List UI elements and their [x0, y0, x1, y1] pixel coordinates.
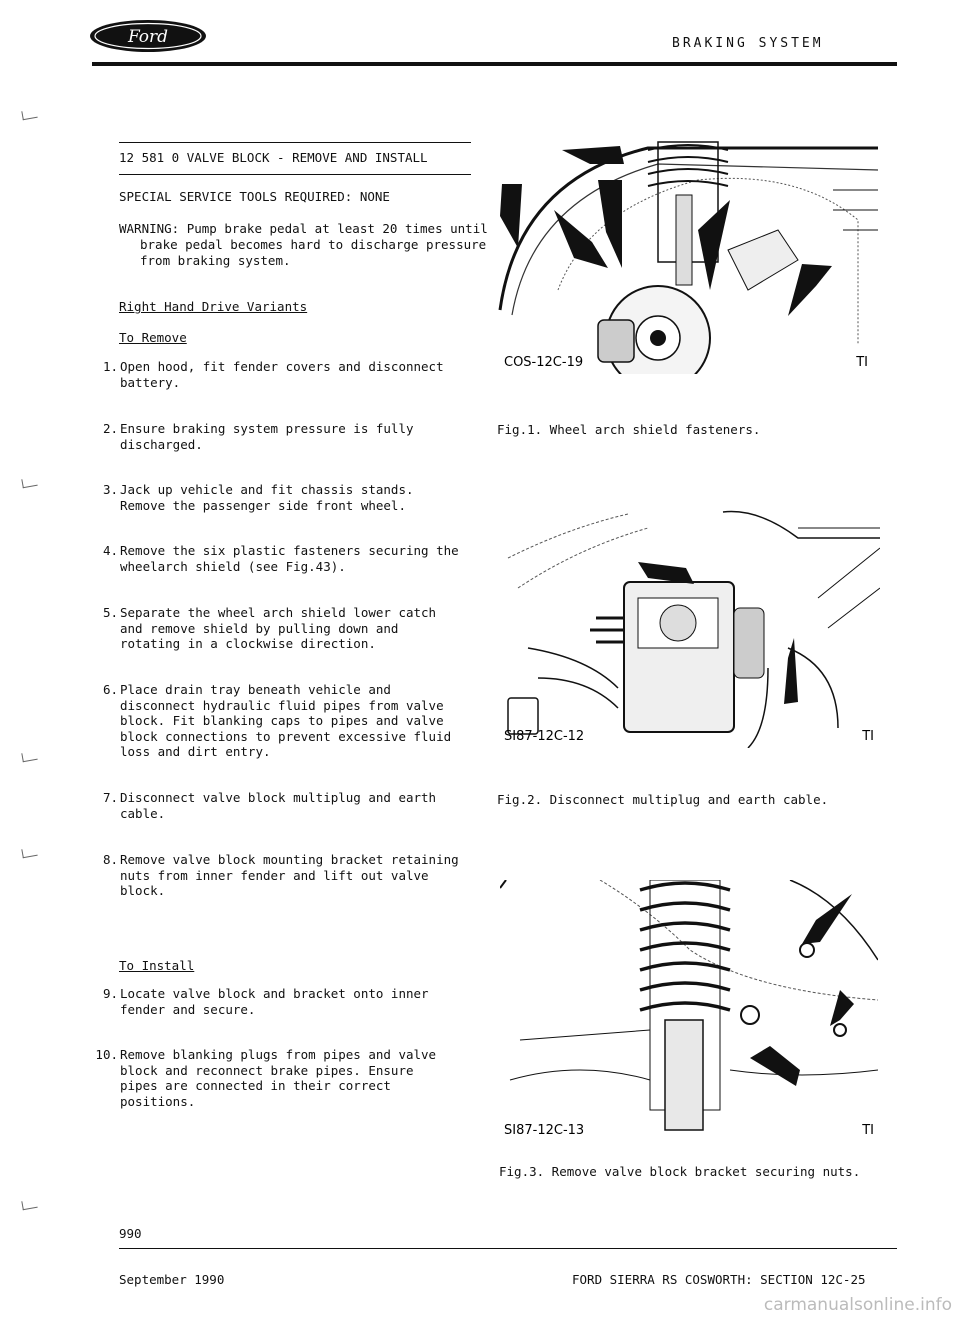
step-line: Remove the six plastic fasteners securing the: [120, 543, 459, 558]
figure-3-illustration: [500, 880, 878, 1142]
step-line: Open hood, fit fender covers and disconnect: [120, 359, 444, 374]
step-line: loss and dirt entry.: [120, 744, 271, 759]
step-line: Remove blanking plugs from pipes and valve: [120, 1047, 437, 1062]
figure-3-mark: TI: [862, 1123, 874, 1138]
step-line: Ensure braking system pressure is fully: [120, 421, 414, 436]
special-tools-note: SPECIAL SERVICE TOOLS REQUIRED: NONE: [119, 189, 390, 204]
warning-line-2: brake pedal becomes hard to discharge pressure: [140, 237, 487, 252]
step-line: disconnect hydraulic fluid pipes from valve: [120, 697, 444, 713]
step-line: nuts from inner fender and lift out valve: [120, 867, 429, 883]
logo-text: Ford: [127, 27, 169, 47]
figure-1-illustration: [498, 140, 878, 374]
step-4: [92, 543, 472, 578]
warning-line-3: from braking system.: [140, 253, 291, 268]
ford-logo: [88, 18, 208, 54]
step-line: cable.: [120, 805, 166, 821]
step-line: discharged.: [120, 436, 203, 452]
step-number: 6.: [102, 682, 118, 697]
step-2: [92, 421, 472, 456]
step-number: 5.: [102, 605, 118, 620]
step-5: [92, 605, 472, 655]
step-number: 7.: [102, 790, 118, 805]
step-number: 1.: [102, 359, 118, 374]
figure-3-code: SI87-12C-13: [504, 1123, 585, 1138]
title-rule-bottom: [119, 174, 471, 175]
margin-mark: [21, 847, 37, 858]
step-7: [92, 790, 472, 825]
section-title: 12 581 0 VALVE BLOCK - REMOVE AND INSTALL: [119, 150, 428, 165]
step-line: wheelarch shield (see Fig.43).: [120, 558, 346, 574]
step-line: Remove the passenger side front wheel.: [120, 497, 406, 513]
step-6: [92, 682, 472, 762]
step-number: 9.: [102, 986, 118, 1001]
page-number: 990: [119, 1226, 142, 1241]
margin-mark: [21, 1199, 37, 1210]
watermark: carmanualsonline.info: [763, 1295, 952, 1315]
step-3: [92, 482, 472, 517]
footer-date: September 1990: [119, 1272, 225, 1287]
step-line: block connections to prevent excessive fluid: [120, 728, 452, 744]
step-line: block and reconnect brake pipes. Ensure: [120, 1062, 414, 1078]
footer-reference: FORD SIERRA RS COSWORTH: SECTION 12C-25: [572, 1272, 866, 1287]
warning-line-1: WARNING: Pump brake pedal at least 20 times until: [119, 221, 488, 236]
margin-mark: [21, 751, 37, 762]
step-line: block. Fit blanking caps to pipes and valve: [120, 713, 444, 728]
step-line: Jack up vehicle and fit chassis stands.: [120, 482, 414, 497]
step-number: 8.: [102, 852, 118, 867]
figure-2-mark: TI: [862, 729, 874, 744]
margin-mark: [21, 109, 37, 120]
step-1: [92, 359, 472, 394]
step-number: 3.: [102, 482, 118, 497]
step-line: positions.: [120, 1093, 196, 1109]
step-number: 2.: [102, 421, 118, 436]
step-line: Locate valve block and bracket onto inner: [120, 986, 429, 1001]
title-rule-top: [119, 142, 471, 143]
figure-2-illustration: [498, 508, 880, 748]
header-title: BRAKING SYSTEM: [672, 36, 824, 51]
step-line: fender and secure.: [120, 1001, 256, 1017]
step-line: battery.: [120, 374, 181, 390]
step-line: Remove valve block mounting bracket retaining: [120, 852, 459, 867]
install-heading: To Install: [119, 958, 195, 973]
figure-1-code: COS-12C-19: [504, 355, 584, 370]
margin-mark: [21, 477, 37, 488]
variant-heading: Right Hand Drive Variants: [119, 299, 308, 314]
step-line: Disconnect valve block multiplug and earth: [120, 790, 437, 805]
footer-rule: [119, 1248, 897, 1249]
step-line: Place drain tray beneath vehicle and: [120, 682, 391, 697]
step-number: 10.: [95, 1047, 118, 1062]
header-rule: [92, 62, 897, 66]
step-8: [92, 852, 472, 902]
step-10: [92, 1047, 472, 1111]
figure-3-caption: Fig.3. Remove valve block bracket securing nuts.: [499, 1164, 861, 1179]
figure-2-code: SI87-12C-12: [504, 729, 585, 744]
step-line: Separate the wheel arch shield lower catch: [120, 605, 437, 620]
step-line: block.: [120, 883, 166, 898]
remove-heading: To Remove: [119, 330, 187, 345]
figure-1-caption: Fig.1. Wheel arch shield fasteners.: [497, 422, 761, 437]
step-number: 4.: [102, 543, 118, 558]
step-line: rotating in a clockwise direction.: [120, 636, 376, 651]
step-line: and remove shield by pulling down and: [120, 620, 399, 636]
step-9: [92, 986, 472, 1021]
figure-1-mark: TI: [856, 355, 868, 370]
step-line: pipes are connected in their correct: [120, 1078, 391, 1093]
figure-2-caption: Fig.2. Disconnect multiplug and earth cable.: [497, 792, 829, 807]
